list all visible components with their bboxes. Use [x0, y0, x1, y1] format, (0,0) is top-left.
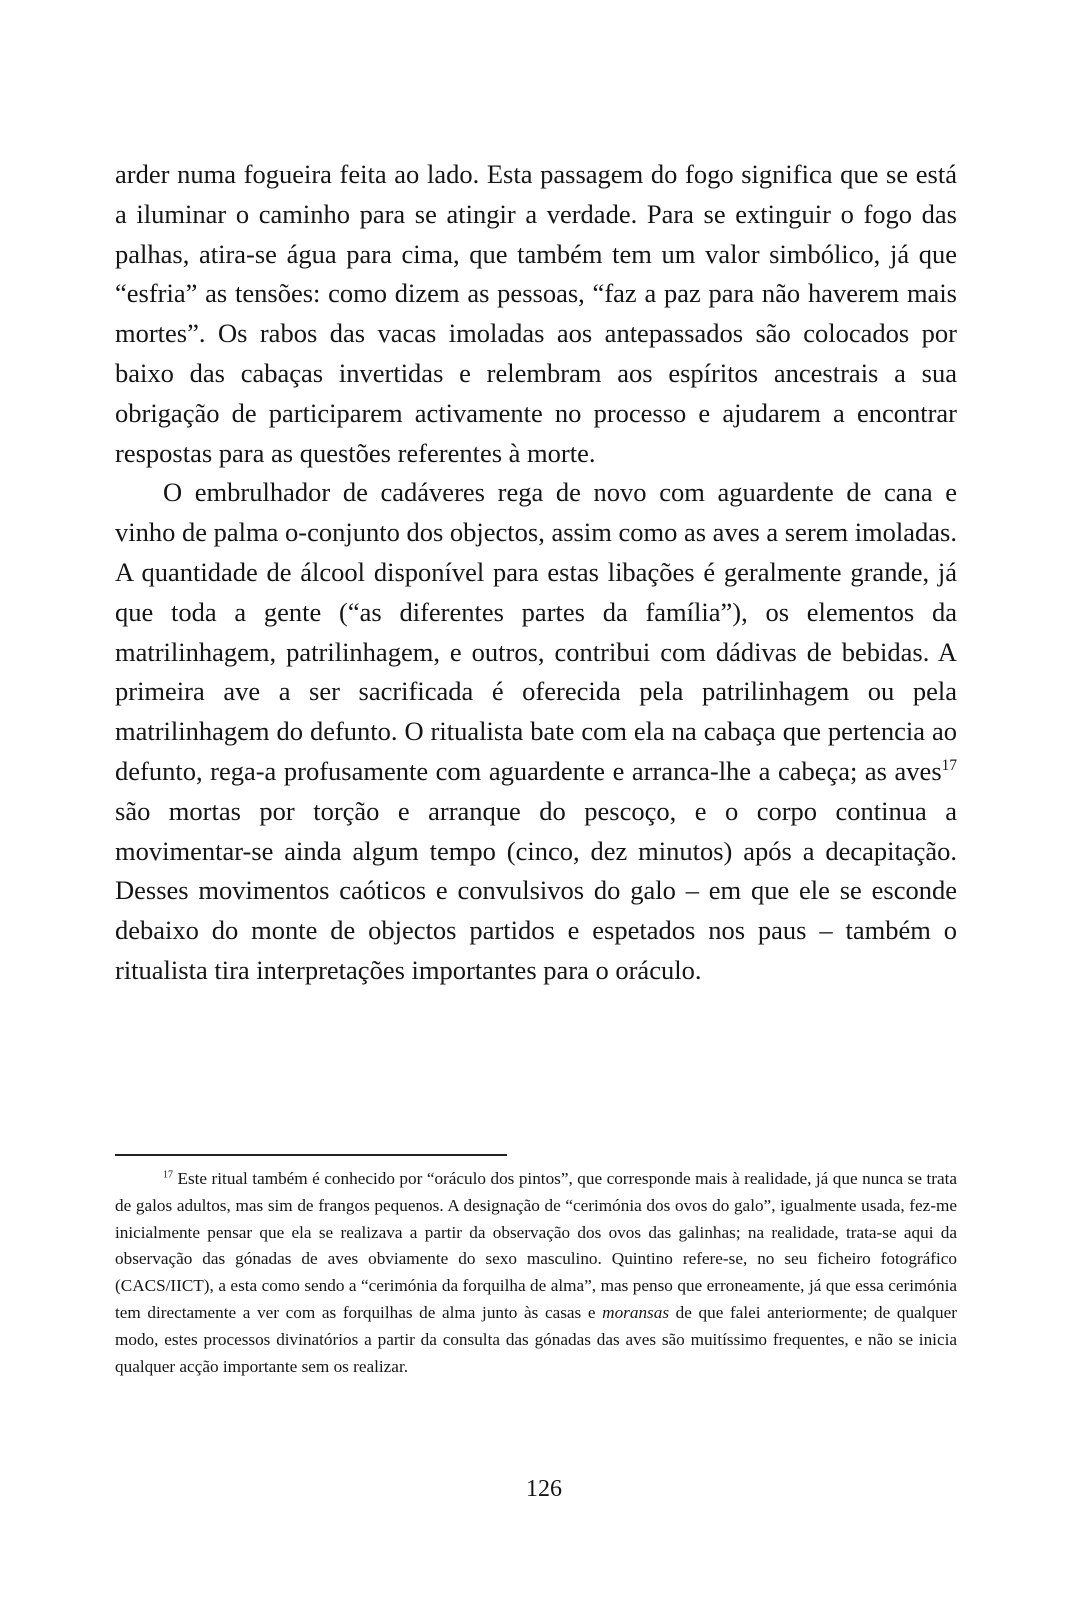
footnote-text: de que falei anteriormente; de qualquer modo, estes processos divinatórios a partir da consulta das gónadas das aves são muitíssimo frequentes, e não se inicia qualquer acção importante sem os realizar.: [115, 1302, 957, 1376]
paragraph: [115, 473, 957, 990]
footnote: [115, 1166, 957, 1380]
page-number: 126: [526, 1476, 562, 1502]
footnote-number: 17: [163, 1169, 173, 1181]
footnote-reference: 17: [941, 757, 957, 775]
main-text: [115, 155, 957, 991]
paragraph: arder numa fogueira feita ao lado. Esta passagem do fogo significa que se está a iluminar o caminho para se atingir a verdade. Para se extinguir o fogo das palhas, atira-se água para cima, que também tem um valor simbólico, já que “esfria” as tensões: como dizem as pessoas, “faz a paz para não haverem mais mortes”. Os rabos das vacas imoladas aos antepassados são colocados por baixo das cabaças invertidas e relembram aos espíritos ancestrais a sua obrigação de participarem activamente no processo e ajudarem a encontrar respostas para as questões referentes à morte.: [115, 159, 957, 468]
paragraph-text: são mortas por torção e arranque do pescoço, e o corpo continua a movimentar-se ainda algum tempo (cinco, dez minutos) após a decapitação. Desses movimentos caóticos e convulsivos do galo – em que ele se esconde debaixo do monte de objectos partidos e espetados nos paus – também o ritualista tira interpretações importantes para o oráculo.: [115, 795, 957, 985]
footnote-divider: [115, 1154, 507, 1156]
paragraph-text: O embrulhador de cadáveres rega de novo com aguardente de cana e vinho de palma o-conjunto dos objectos, assim como as aves a serem imoladas. A quantidade de álcool disponível para estas libações é geralmente grande, já que toda a gente (“as diferentes partes da família”), os elementos da matrilinhagem, patrilinhagem, e outros, contribui com dádivas de bebidas. A primeira ave a ser sacrificada é oferecida pela patrilinhagem ou pela matrilinhagem do defunto. O ritualista bate com ela na cabaça que pertencia ao defunto, rega-a profusamente com aguardente e arranca-lhe a cabeça; as aves: [115, 477, 957, 786]
footnote-italic-term: moransas: [602, 1302, 670, 1322]
footnote-text: Este ritual também é conhecido por “oráculo dos pintos”, que corresponde mais à realidade, já que nunca se trata de galos adultos, mas sim de frangos pequenos. A designação de “cerimónia dos ovos do galo”, igualmente usada, fez-me inicialmente pensar que ela se realizava a partir da observação dos ovos das galinhas; na realidade, trata-se aqui da observação das gónadas de aves obviamente do sexo masculino. Quintino refere-se, no seu ficheiro fotográfico (CACS/IICT), a esta como sendo a “cerimónia da forquilha de alma”, mas penso que erroneamente, já que essa cerimónia tem directamente a ver com as forquilhas de alma junto às casas e: [115, 1169, 957, 1322]
